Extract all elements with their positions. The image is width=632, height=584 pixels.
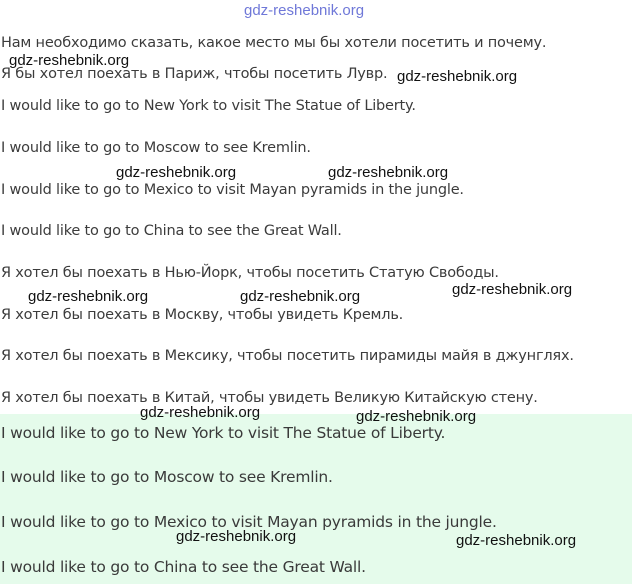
- english-sentence-3: I would like to go to Mexico to visit Mayan pyramids in the jungle.: [1, 182, 464, 198]
- russian-sentence-3: Я хотел бы поехать в Мексику, чтобы посетить пирамиды майя в джунглях.: [1, 348, 574, 364]
- watermark: gdz-reshebnik.org: [397, 68, 518, 85]
- english-sentence-4: I would like to go to China to see the Great Wall.: [1, 223, 342, 239]
- instruction-text: Нам необходимо сказать, какое место мы бы хотели посетить и почему.: [1, 35, 547, 51]
- watermark: gdz-reshebnik.org: [240, 288, 361, 305]
- answer-sentence-3: I would like to go to Mexico to visit Mayan pyramids in the jungle.: [1, 513, 497, 531]
- watermark: gdz-reshebnik.org: [456, 532, 577, 549]
- site-watermark-header: gdz-reshebnik.org: [244, 2, 365, 19]
- english-sentence-1: I would like to go to New York to visit The Statue of Liberty.: [1, 98, 416, 114]
- watermark: gdz-reshebnik.org: [176, 528, 297, 545]
- answer-block: [0, 414, 632, 584]
- watermark: gdz-reshebnik.org: [356, 408, 477, 425]
- example-text: Я бы хотел поехать в Париж, чтобы посетить Лувр.: [1, 66, 388, 82]
- answer-sentence-4: I would like to go to China to see the Great Wall.: [1, 558, 366, 576]
- russian-sentence-2: Я хотел бы поехать в Москву, чтобы увидеть Кремль.: [1, 307, 404, 323]
- english-sentence-2: I would like to go to Moscow to see Kremlin.: [1, 140, 311, 156]
- answer-sentence-2: I would like to go to Moscow to see Kremlin.: [1, 468, 333, 486]
- watermark: gdz-reshebnik.org: [140, 404, 261, 421]
- watermark: gdz-reshebnik.org: [452, 281, 573, 298]
- watermark: gdz-reshebnik.org: [9, 52, 130, 69]
- russian-sentence-1: Я хотел бы поехать в Нью-Йорк, чтобы посетить Статую Свободы.: [1, 265, 499, 281]
- russian-sentence-4: Я хотел бы поехать в Китай, чтобы увидеть Великую Китайскую стену.: [1, 390, 538, 406]
- watermark: gdz-reshebnik.org: [116, 164, 237, 181]
- watermark: gdz-reshebnik.org: [28, 288, 149, 305]
- watermark: gdz-reshebnik.org: [328, 164, 449, 181]
- answer-sentence-1: I would like to go to New York to visit The Statue of Liberty.: [1, 424, 446, 442]
